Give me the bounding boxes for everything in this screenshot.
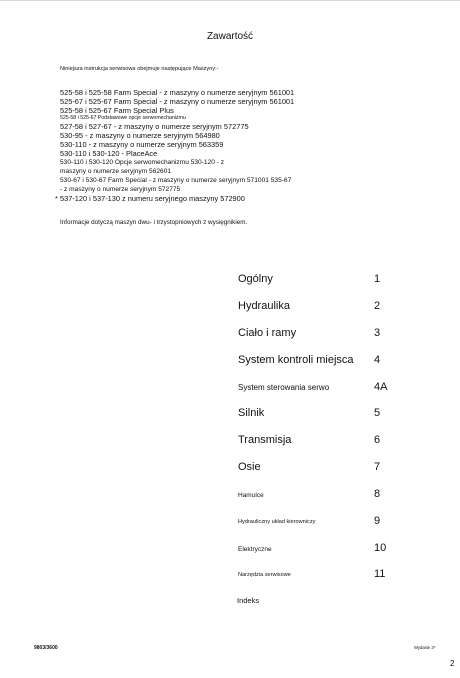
intro-text: Niniejsza instrukcja serwisowa obejmuje następujące Maszyny:- [60, 66, 219, 72]
toc-label: Hamulce [238, 492, 264, 499]
model-line: 530-110 i 530-120 - PlaceAce [60, 149, 158, 158]
model-line: 530-67 i 530-67 Farm Special - z maszyny o numerze seryjnym 571001 535-67 [60, 177, 292, 184]
toc-number: 2 [374, 300, 381, 312]
toc-label: Transmisja [238, 434, 292, 446]
toc-label: System sterowania serwo [238, 383, 330, 392]
toc-number: 3 [374, 327, 381, 339]
toc-label: System kontroli miejsca [238, 354, 354, 366]
model-line: 525-67 i 525-67 Farm Special - z maszyny o numerze seryjnym 561001 [60, 97, 295, 106]
toc-number: 11 [374, 568, 386, 580]
model-line: 530-110 - z maszyny o numerze seryjnym 563359 [60, 140, 224, 149]
page-number: 2 [450, 659, 455, 668]
toc-number: 7 [374, 461, 381, 473]
toc-label: Ogólny [238, 273, 273, 285]
toc-label: Narzędzia serwisowe [238, 572, 291, 578]
model-line: - z maszyny o numerze seryjnym 572775 [60, 186, 181, 193]
toc-label: Hydraulika [238, 300, 290, 312]
top-border [0, 0, 460, 5]
toc-label: Silnik [238, 407, 265, 419]
model-line: maszyny o numerze seryjnym 562601 [60, 168, 172, 175]
toc-number: 4A [374, 381, 388, 393]
index-label: Indeks [237, 596, 260, 605]
model-line: 525-58 i 525-67 Farm Special Plus [60, 106, 174, 115]
toc-number: 10 [374, 542, 387, 554]
toc-label: Ciało i ramy [238, 327, 297, 339]
model-line: * 537-120 i 537-130 z numeru seryjnego maszyny 572900 [60, 194, 380, 203]
toc-number: 8 [374, 488, 381, 500]
toc-number: 6 [374, 434, 381, 446]
model-line: 530-110 i 530-120 Opcje serwomechanizmu 530-120 - z [60, 159, 225, 166]
model-line: 530-95 - z maszyny o numerze seryjnym 564980 [60, 131, 220, 140]
toc-number: 4 [374, 354, 381, 366]
model-line: 525-58 i 525-67 Podstawowe opcje serwomechanizmu [60, 115, 186, 121]
toc-label: Elektryczne [238, 546, 272, 553]
page-title: Zawartość [206, 31, 254, 42]
toc-number: 9 [374, 515, 381, 527]
model-list [60, 88, 380, 203]
toc-label: Osie [238, 461, 261, 473]
edition-label: Wydanie 3* [414, 645, 436, 650]
toc-label: Hydrauliczny układ kierowniczy [238, 519, 316, 525]
document-number: 9803/3600 [34, 645, 58, 651]
model-line: 527-58 i 527-67 - z maszyny o numerze seryjnym 572775 [60, 122, 249, 131]
toc-number: 5 [374, 407, 381, 419]
model-line: 525-58 i 525-58 Farm Special - z maszyny o numerze seryjnym 561001 [60, 88, 295, 97]
toc-number: 1 [374, 273, 381, 285]
note-text: Informacje dotyczą maszyn dwu- i trzystopniowych z wysięgnikiem. [60, 219, 248, 226]
